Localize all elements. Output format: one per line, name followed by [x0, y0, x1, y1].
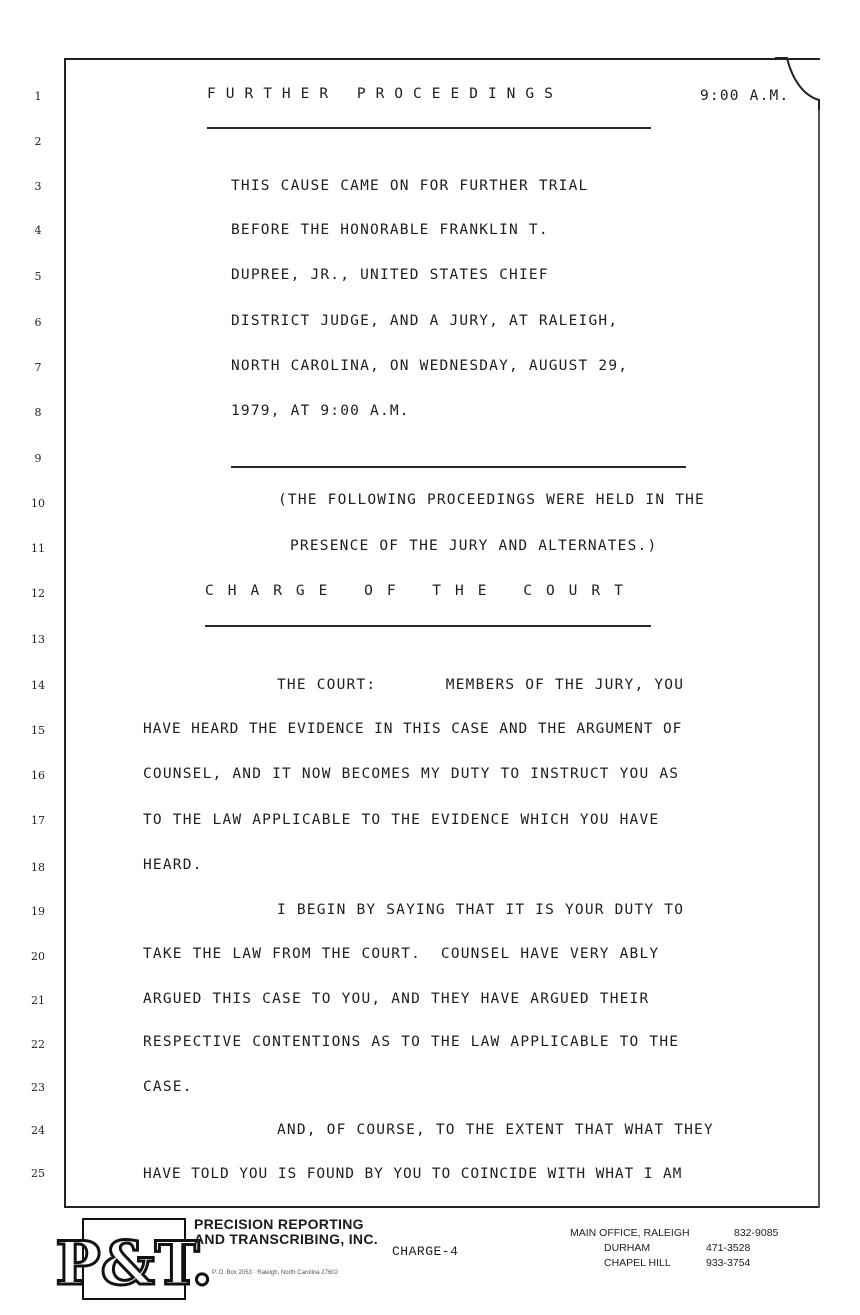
line-16: COUNSEL, AND IT NOW BECOMES MY DUTY TO INSTRUCT YOU AS: [143, 766, 680, 782]
line-number: 15: [31, 724, 45, 737]
line-5: DUPREE, JR., UNITED STATES CHIEF: [231, 267, 549, 283]
footer: [0, 1210, 860, 1315]
line-6: DISTRICT JUDGE, AND A JURY, AT RALEIGH,: [231, 313, 619, 329]
line-number: 17: [31, 814, 45, 827]
line-number: 18: [31, 861, 45, 874]
firm-name-line-2: AND TRANSCRIBING, INC.: [194, 1231, 378, 1247]
time-label: 9:00 A.M.: [700, 88, 790, 104]
line-number: 23: [31, 1081, 45, 1094]
line-4: BEFORE THE HONORABLE FRANKLIN T.: [231, 222, 549, 238]
office-label: MAIN OFFICE, RALEIGH: [570, 1227, 690, 1239]
line-24: AND, OF COURSE, TO THE EXTENT THAT WHAT THEY: [277, 1122, 714, 1138]
office-label: CHAPEL HILL: [604, 1257, 671, 1269]
line-number: 25: [31, 1167, 45, 1180]
line-number: 21: [31, 994, 45, 1007]
section-divider: [231, 466, 686, 468]
line-number: 3: [34, 180, 42, 193]
heading-further-proceedings: FURTHER PROCEEDINGS: [207, 86, 563, 102]
line-number: 6: [34, 316, 42, 329]
line-number: 4: [34, 224, 42, 237]
line-number: 11: [31, 542, 45, 555]
line-number: 24: [31, 1124, 45, 1137]
line-7: NORTH CAROLINA, ON WEDNESDAY, AUGUST 29,: [231, 358, 629, 374]
line-3: THIS CAUSE CAME ON FOR FURTHER TRIAL: [231, 178, 589, 194]
line-number: 1: [34, 90, 42, 103]
line-number: 8: [34, 406, 42, 419]
line-number: 5: [34, 270, 42, 283]
line-number: 19: [31, 905, 45, 918]
office-label: DURHAM: [604, 1242, 651, 1254]
line-20: TAKE THE LAW FROM THE COURT. COUNSEL HAVE VERY ABLY: [143, 946, 660, 962]
line-number: 9: [34, 452, 42, 465]
line-11: PRESENCE OF THE JURY AND ALTERNATES.): [290, 538, 658, 554]
line-number: 12: [31, 587, 45, 600]
line-number: 14: [31, 679, 45, 692]
line-15: HAVE HEARD THE EVIDENCE IN THIS CASE AND THE ARGUMENT OF: [143, 721, 683, 737]
logo-lettering: P&T.: [55, 1229, 213, 1299]
line-number: 7: [34, 361, 42, 374]
line-18: HEARD.: [143, 857, 203, 873]
office-phone: 832-9085: [734, 1227, 779, 1239]
line-19: I BEGIN BY SAYING THAT IT IS YOUR DUTY TO: [277, 902, 685, 918]
line-21: ARGUED THIS CASE TO YOU, AND THEY HAVE ARGUED THEIR: [143, 991, 650, 1007]
line-number: 16: [31, 769, 45, 782]
page-label: CHARGE-4: [392, 1244, 459, 1259]
heading-underline: [207, 127, 651, 129]
charge-heading-underline: [205, 625, 651, 627]
line-number: 22: [31, 1038, 45, 1051]
line-number: 2: [34, 135, 42, 148]
line-22: RESPECTIVE CONTENTIONS AS TO THE LAW APPLICABLE TO THE: [143, 1034, 680, 1050]
line-number: 20: [31, 950, 45, 963]
line-number: 13: [31, 633, 45, 646]
line-8: 1979, AT 9:00 A.M.: [231, 403, 410, 419]
line-23: CASE.: [143, 1079, 193, 1095]
page-right-edge: [818, 100, 820, 1208]
firm-name-line-1: PRECISION REPORTING: [194, 1216, 364, 1232]
firm-logo: [55, 1218, 213, 1300]
line-number: 10: [31, 497, 45, 510]
firm-address: P. O. Box 2053 · Raleigh, North Carolina 27602: [212, 1270, 338, 1276]
office-phone: 933-3754: [706, 1257, 751, 1269]
heading-charge-of-the-court: CHARGE OF THE COURT: [205, 583, 637, 599]
line-14: THE COURT: MEMBERS OF THE JURY, YOU: [277, 677, 685, 693]
office-phone: 471-3528: [706, 1242, 751, 1254]
line-25: HAVE TOLD YOU IS FOUND BY YOU TO COINCIDE WITH WHAT I AM: [143, 1166, 683, 1182]
line-10: (THE FOLLOWING PROCEEDINGS WERE HELD IN THE: [278, 492, 705, 508]
line-17: TO THE LAW APPLICABLE TO THE EVIDENCE WHICH YOU HAVE: [143, 812, 660, 828]
